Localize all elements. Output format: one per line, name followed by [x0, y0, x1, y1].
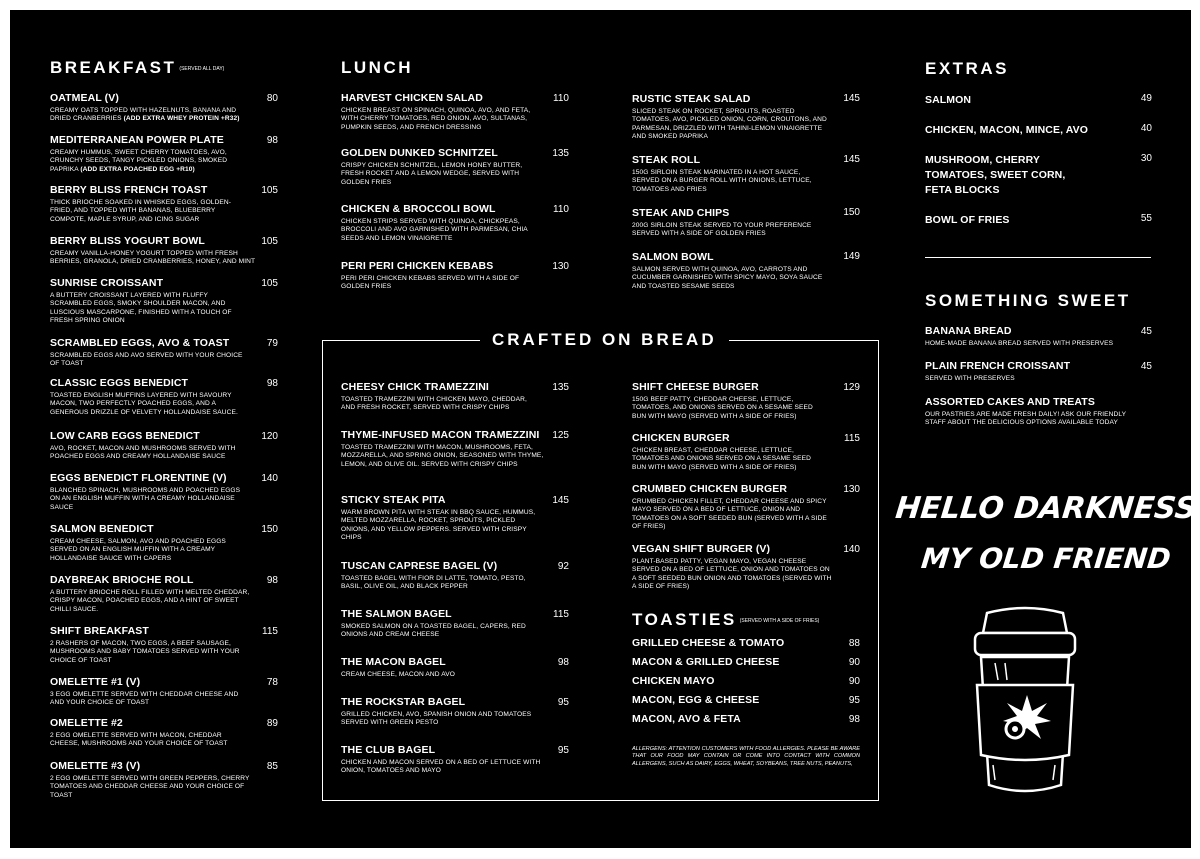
price: 95: [848, 695, 860, 706]
menu-item: STEAK ROLL 150G SIRLOIN STEAK MARINATED IN A HOT SAUCE, SERVED ON A BURGER ROLL WITH ONIONS, LETTUCE, TOMATOES AND FRIES: [632, 154, 812, 193]
menu-item: BANANA BREAD HOME-MADE BANANA BREAD SERVED WITH PRESERVES: [925, 325, 1114, 347]
price: 95: [557, 697, 569, 708]
price: 149: [843, 251, 860, 262]
menu-item: MACON, AVO & FETA: [632, 713, 741, 725]
menu-item: THE ROCKSTAR BAGEL GRILLED CHICKEN, AVO, SPANISH ONION AND TOMATOES SERVED WITH GREEN PESTO: [341, 696, 532, 727]
price: 145: [843, 93, 860, 104]
menu-item: MUSHROOM, CHERRY TOMATOES, SWEET CORN, FETA BLOCKS: [925, 154, 1066, 196]
menu-item: CHICKEN & BROCCOLI BOWL CHICKEN STRIPS SERVED WITH QUINOA, CHICKPEAS, BROCCOLI AND AVO GARNISHED WITH PARMESAN, CHIA SEEDS AND LEMON VINAIGRETTE: [341, 203, 528, 242]
price: 78: [266, 677, 278, 688]
menu-item: THE SALMON BAGEL SMOKED SALMON ON A TOASTED BAGEL, CAPERS, RED ONIONS AND CREAM CHEESE: [341, 608, 526, 639]
slogan: [893, 480, 1199, 595]
menu-item: GRILLED CHEESE & TOMATO: [632, 637, 785, 649]
lunch-title: LUNCH: [341, 58, 413, 77]
price: 120: [261, 431, 278, 442]
price: 110: [553, 204, 569, 215]
something-sweet-title: SOMETHING SWEET: [925, 291, 1131, 310]
price: 145: [843, 154, 860, 165]
price: 135: [552, 148, 569, 159]
menu-item: MEDITERRANEAN POWER PLATE CREAMY HUMMUS, SWEET CHERRY TOMATOES, AVO, CRUNCHY SEEDS, TANGY PICKLED ONIONS, SMOKED PAPRIKA (ADD EXTRA POACHED EGG +R10): [50, 134, 228, 173]
divider: [925, 257, 1151, 258]
breakfast-title: BREAKFAST (SERVED ALL DAY): [50, 58, 225, 77]
menu-item: MACON & GRILLED CHEESE: [632, 656, 780, 668]
price: 130: [843, 484, 860, 495]
menu-item: SUNRISE CROISSANT A BUTTERY CROISSANT LAYERED WITH FLUFFY SCRAMBLED EGGS, SMOKY SHOULDER MACON, AND LUSCIOUS MASCARPONE, FINISHED WITH A TOUCH OF FRESH SPRING ONION: [50, 277, 232, 325]
menu-item: GOLDEN DUNKED SCHNITZEL CRISPY CHICKEN SCHNITZEL, LEMON HONEY BUTTER, FRESH ROCKET AND A LEMON WEDGE, SERVED WITH GOLDEN FRIES: [341, 147, 523, 186]
extras-title: EXTRAS: [925, 59, 1009, 78]
menu-item: STICKY STEAK PITA WARM BROWN PITA WITH STEAK IN BBQ SAUCE, HUMMUS, MELTED MOZZARELLA, ROCKET, SPROUTS, PICKLED ONIONS, AND YELLOW PEPPERS. SERVED WITH CRISPY CHIPS: [341, 494, 536, 542]
price: 45: [1140, 361, 1152, 372]
menu-item: THYME-INFUSED MACON TRAMEZZINI TOASTED TRAMEZZINI WITH MACON, MUSHROOMS, FETA, MOZZARELLA, AND SPRING ONION, SEASONED WITH THYME, LEMON, AND OLIVE OIL. SERVED WITH CRISPY CHIPS: [341, 429, 544, 468]
menu-item: BERRY BLISS YOGURT BOWL CREAMY VANILLA-HONEY YOGURT TOPPED WITH FRESH BERRIES, GRANOLA, DRIED CRANBERRIES, HONEY, AND MINT: [50, 235, 256, 266]
menu-item: HARVEST CHICKEN SALAD CHICKEN BREAST ON SPINACH, QUINOA, AVO, AND FETA, WITH CHERRY TOMATOES, RED ONION, AVO, SULTANAS, PUMPKIN SEEDS, AND FRENCH DRESSING: [341, 92, 531, 131]
menu-item: OMELETTE #1 (V) 3 EGG OMELETTE SERVED WITH CHEDDAR CHEESE AND AND YOUR CHOICE OF TOAST: [50, 676, 239, 707]
price: 115: [262, 626, 278, 637]
menu-item: SALMON BENEDICT CREAM CHEESE, SALMON, AVO AND POACHED EGGS SERVED ON AN ENGLISH MUFFIN WITH A CREAMY HOLLANDAISE SAUCE WITH CAPERS: [50, 523, 226, 562]
price: 85: [266, 761, 278, 772]
menu-item: OMELETTE #2 2 EGG OMELETTE SERVED WITH MACON, CHEDDAR CHEESE, MUSHROOMS AND YOUR CHOICE OF TOAST: [50, 717, 228, 748]
price: 88: [848, 638, 860, 649]
price: 125: [552, 430, 569, 441]
menu-item: PERI PERI CHICKEN KEBABS PERI PERI CHICKEN KEBABS SERVED WITH A SIDE OF GOLDEN FRIES: [341, 260, 520, 291]
price: 135: [552, 382, 569, 393]
price: 90: [848, 657, 860, 668]
price: 129: [843, 382, 860, 393]
price: 89: [266, 718, 278, 729]
price: 150: [261, 524, 278, 535]
price: 98: [266, 135, 278, 146]
price: 98: [266, 378, 278, 389]
menu-item: CRUMBED CHICKEN BURGER CRUMBED CHICKEN FILLET, CHEDDAR CHEESE AND SPICY MAYO SERVED ON A BED OF LETTUCE, ONION AND TOMATOES ON A SOFT SEEDED BUN (SERVED WITH A SIDE OF FRIES): [632, 483, 827, 531]
toasties-title: TOASTIES (SERVED WITH A SIDE OF FRIES): [632, 610, 820, 629]
coffee-cup-icon: [965, 605, 1085, 800]
price: 98: [266, 575, 278, 586]
menu-item: BERRY BLISS FRENCH TOAST THICK BRIOCHE SOAKED IN WHISKED EGGS, GOLDEN-FRIED, AND TOPPED WITH BANANAS, BLUEBERRY COMPOTE, MAPLE SYRUP, AND ICING SUGAR: [50, 184, 232, 223]
menu-item: SALMON: [925, 94, 972, 106]
menu-item: DAYBREAK BRIOCHE ROLL A BUTTERY BRIOCHE ROLL FILLED WITH MELTED CHEDDAR, CRISPY MACON, POACHED EGGS, AND A HINT OF SWEET CHILLI SAUCE.: [50, 574, 250, 613]
menu-item: LOW CARB EGGS BENEDICT AVO, ROCKET, MACON AND MUSHROOMS SERVED WITH POACHED EGGS AND CREAMY HOLLANDAISE SAUCE: [50, 430, 236, 461]
price: 105: [261, 236, 278, 247]
price: 130: [552, 261, 569, 272]
menu-item: RUSTIC STEAK SALAD SLICED STEAK ON ROCKET, SPROUTS, ROASTED TOMATOES, AVO, PICKLED ONION, CORN, CROUTONS, AND PARMESAN, DRIZZLED WITH TAHINI-LEMON VINAIGRETTE AND SMOKED PAPRIKA: [632, 93, 827, 141]
menu-board: [10, 10, 1199, 848]
price: 95: [557, 745, 569, 756]
slogan-line-2: MY OLD FRIEND: [919, 542, 1173, 575]
allergen-notice: ALLERGENS: ATTENTION CUSTOMERS WITH FOOD ALLERGIES. PLEASE BE AWARE THAT OUR FOOD MAY CONTAIN OR COME INTO CONTACT WITH COMMON ALLERGENS, SUCH AS DAIRY, EGGS, WHEAT, SOYBEANS, TREE NUTS, PEANUTS,: [632, 746, 860, 767]
menu-item: SALMON BOWL SALMON SERVED WITH QUINOA, AVO, CARROTS AND CUCUMBER GARNISHED WITH SPICY MAYO, SOYA SAUCE AND TOASTED SESAME SEEDS: [632, 251, 823, 290]
price: 145: [552, 495, 569, 506]
price: 140: [261, 473, 278, 484]
menu-item: SHIFT BREAKFAST 2 RASHERS OF MACON, TWO EGGS, A BEEF SAUSAGE, MUSHROOMS AND BABY TOMATOES SERVED WITH YOUR CHOICE OF TOAST: [50, 625, 240, 664]
menu-item: SCRAMBLED EGGS, AVO & TOAST SCRAMBLED EGGS AND AVO SERVED WITH YOUR CHOICE OF TOAST: [50, 337, 243, 368]
price: 55: [1140, 213, 1152, 224]
price: 80: [266, 93, 278, 104]
menu-item: CHICKEN, MACON, MINCE, AVO: [925, 124, 1089, 136]
price: 140: [843, 544, 860, 555]
menu-item: MACON, EGG & CHEESE: [632, 694, 760, 706]
price: 90: [848, 676, 860, 687]
price: 45: [1140, 326, 1152, 337]
price: 105: [261, 278, 278, 289]
price: 40: [1140, 123, 1152, 134]
menu-item: TUSCAN CAPRESE BAGEL (V) TOASTED BAGEL WITH FIOR DI LATTE, TOMATO, PESTO, BASIL, OLIVE OIL, AND BLACK PEPPER: [341, 560, 526, 591]
menu-item: CHICKEN BURGER CHICKEN BREAST, CHEDDAR CHEESE, LETTUCE, TOMATOES AND ONIONS SERVED ON A SESAME SEED BUN WITH MAYO (SERVED WITH A SIDE OF FRIES): [632, 432, 811, 471]
price: 105: [261, 185, 278, 196]
menu-item: VEGAN SHIFT BURGER (V) PLANT-BASED PATTY, VEGAN MAYO, VEGAN CHEESE SERVED ON A BED OF LETTUCE, ONION AND TOMATOES ON A SOFT SEEDED BUN ONION AND TOMATOES (SERVED WITH A SIDE OF FRIES): [632, 543, 832, 591]
price: 49: [1140, 93, 1152, 104]
menu-item: ASSORTED CAKES AND TREATS OUR PASTRIES ARE MADE FRESH DAILY! ASK OUR FRIENDLY STAFF ABOUT THE DELICIOUS OPTIONS AVAILABLE TODAY: [925, 396, 1127, 427]
menu-item: OATMEAL (V) CREAMY OATS TOPPED WITH HAZELNUTS, BANANA AND DRIED CRANBERRIES (ADD EXTRA WHEY PROTEIN +R32): [50, 92, 240, 123]
menu-item: OMELETTE #3 (V) 2 EGG OMELETTE SERVED WITH GREEN PEPPERS, CHERRY TOMATOES AND CHEDDAR CHEESE AND YOUR CHOICE OF TOAST: [50, 760, 250, 799]
menu-item: CHEESY CHICK TRAMEZZINI TOASTED TRAMEZZINI WITH CHICKEN MAYO, CHEDDAR, AND FRESH ROCKET, SERVED WITH CRISPY CHIPS: [341, 381, 527, 412]
menu-item: EGGS BENEDICT FLORENTINE (V) BLANCHED SPINACH, MUSHROOMS AND POACHED EGGS ON AN ENGLISH MUFFIN WITH A CREAMY HOLLANDAISE SAUCE: [50, 472, 241, 511]
menu-item: THE MACON BAGEL CREAM CHEESE, MACON AND AVO: [341, 656, 455, 678]
slogan-line-1: HELLO DARKNESS: [893, 491, 1199, 526]
price: 115: [553, 609, 569, 620]
price: 150: [843, 207, 860, 218]
price: 98: [557, 657, 569, 668]
menu-item: STEAK AND CHIPS 200G SIRLOIN STEAK SERVED TO YOUR PREFERENCE SERVED WITH A SIDE OF GOLDEN FRIES: [632, 207, 812, 238]
price: 92: [557, 561, 569, 572]
price: 30: [1140, 153, 1152, 164]
price: 110: [553, 93, 569, 104]
menu-item: CLASSIC EGGS BENEDICT TOASTED ENGLISH MUFFINS LAYERED WITH SAVOURY MACON, TWO PERFECTLY POACHED EGGS, AND A GENEROUS DRIZZLE OF VELVETY HOLLANDAISE SAUCE.: [50, 377, 238, 416]
price: 115: [844, 433, 860, 444]
menu-item: SHIFT CHEESE BURGER 150G BEEF PATTY, CHEDDAR CHEESE, LETTUCE, TOMATOES, AND ONIONS SERVED ON A SESAME SEED BUN WITH MAYO (SERVED WITH A SIDE OF FRIES): [632, 381, 813, 420]
menu-item: BOWL OF FRIES: [925, 214, 1010, 226]
menu-item: PLAIN FRENCH CROISSANT SERVED WITH PRESERVES: [925, 360, 1071, 382]
menu-item: CHICKEN MAYO: [632, 675, 715, 687]
menu-item: THE CLUB BAGEL CHICKEN AND MACON SERVED ON A BED OF LETTUCE WITH ONION, TOMATOES AND MAYO: [341, 744, 541, 775]
price: 79: [266, 338, 278, 349]
crafted-on-bread-title: CRAFTED ON BREAD: [480, 330, 729, 350]
price: 98: [848, 714, 860, 725]
